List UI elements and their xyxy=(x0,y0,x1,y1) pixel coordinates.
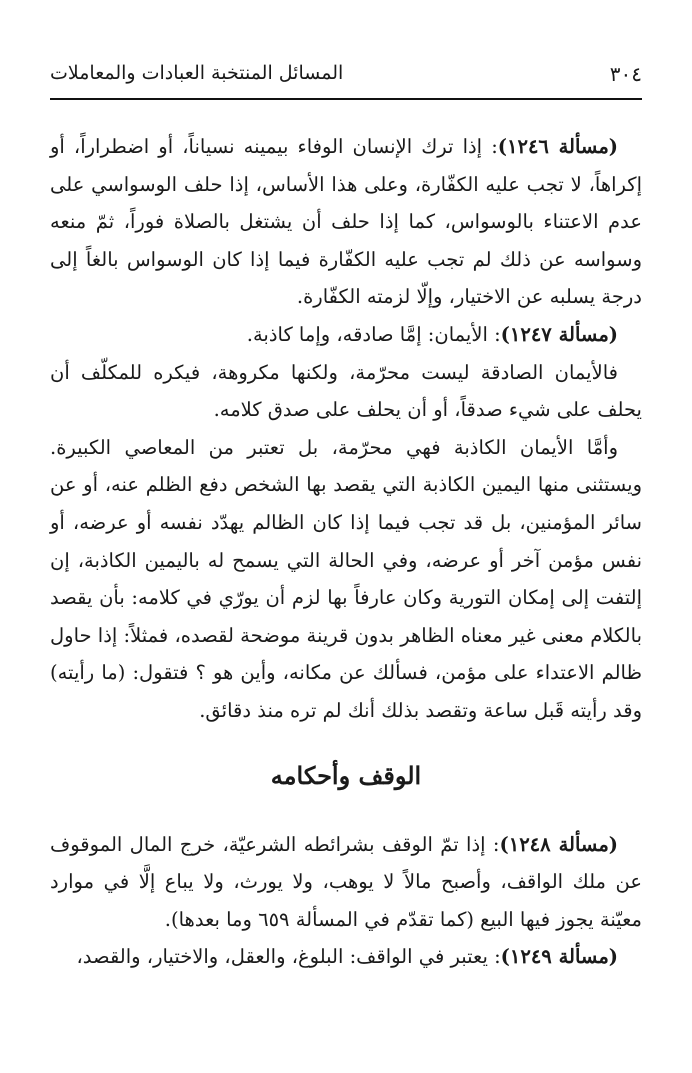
paragraph-text: : إذا ترك الإنسان الوفاء بيمينه نسياناً، أو اضطراراً، أو إكراهاً، لا تجب عليه الكفّارة، وعلى هذا الأساس، إذا حلف الوسواسي على عدم الاعتناء بالوسواس، كما إذا حلف أن يشتغل بالصلاة فوراً، ثمّ منعه وسواسه عن ذلك لم تجب عليه الكفّارة فيما إذا كان الوسواس بالغاً إلى درجة يسلبه عن الاختيار، وإلّا لزمته الكفّارة. xyxy=(50,135,642,309)
paragraph-1246 xyxy=(50,128,642,316)
issue-label: (مسألة ١٢٤٨) xyxy=(499,832,619,856)
paragraph-1248 xyxy=(50,826,642,939)
paragraph-text: فالأيمان الصادقة ليست محرّمة، ولكنها مكروهة، فيكره للمكلّف أن يحلف على شيء صدقاً، أو أن يحلف على صدق كلامه. xyxy=(50,360,642,422)
issue-label: (مسألة ١٢٤٧) xyxy=(500,322,618,346)
paragraph-1249 xyxy=(50,938,642,976)
page-body xyxy=(50,128,642,976)
paragraph-truthful-oaths xyxy=(50,354,642,429)
issue-label: (مسألة ١٢٤٩) xyxy=(500,945,618,969)
page-header xyxy=(50,58,642,100)
running-title: المسائل المنتخبة العبادات والمعاملات xyxy=(50,62,344,84)
issue-label: (مسألة ١٢٤٦) xyxy=(497,135,618,158)
paragraph-text: : يعتبر في الواقف: البلوغ، والعقل، والاختيار، والقصد، xyxy=(76,945,501,969)
page-number: ٣٠٤ xyxy=(609,62,642,86)
paragraph-text: : الأيمان: إمَّا صادقه، وإما كاذبة. xyxy=(246,322,501,346)
paragraph-text: : إذا تمّ الوقف بشرائطه الشرعيّة، خرج المال الموقوف عن ملك الواقف، وأصبح مالاً لا يوهب، ولا يورث، ولا يباع إلَّا في موارد معيّنة يجوز فيها البيع (كما تقدّم في المسألة ٦٥٩ وما بعدها). xyxy=(50,832,642,931)
paragraph-false-oaths xyxy=(50,429,642,730)
paragraph-text: وأمَّا الأيمان الكاذبة فهي محرّمة، بل تعتبر من المعاصي الكبيرة. ويستثنى منها اليمين الكاذبة التي يقصد بها الشخص دفع الظلم عنه، أو عن سائر المؤمنين، بل قد تجب فيما إذا كان الظالم يهدّد نفسه أو عرضه، أو نفس مؤمن آخر أو عرضه، وفي الحالة التي يسمح له باليمين الكاذبة، إن إلتفت إلى إمكان التورية وكان عارفاً بها لزم أن يورّي في كلامه: بأن يقصد بالكلام معنى غير معناه الظاهر بدون قرينة موضحة لقصده، فمثلاً: إذا حاول ظالم الاعتداء على مؤمن، فسألك عن مكانه، وأين هو ؟ فتقول: (ما رأيته) وقد رأيته قَبل ساعة وتقصد بذلك أنك لم تره منذ دقائق. xyxy=(50,435,642,722)
section-heading: الوقف وأحكامه xyxy=(270,760,422,790)
paragraph-1247 xyxy=(50,316,642,354)
